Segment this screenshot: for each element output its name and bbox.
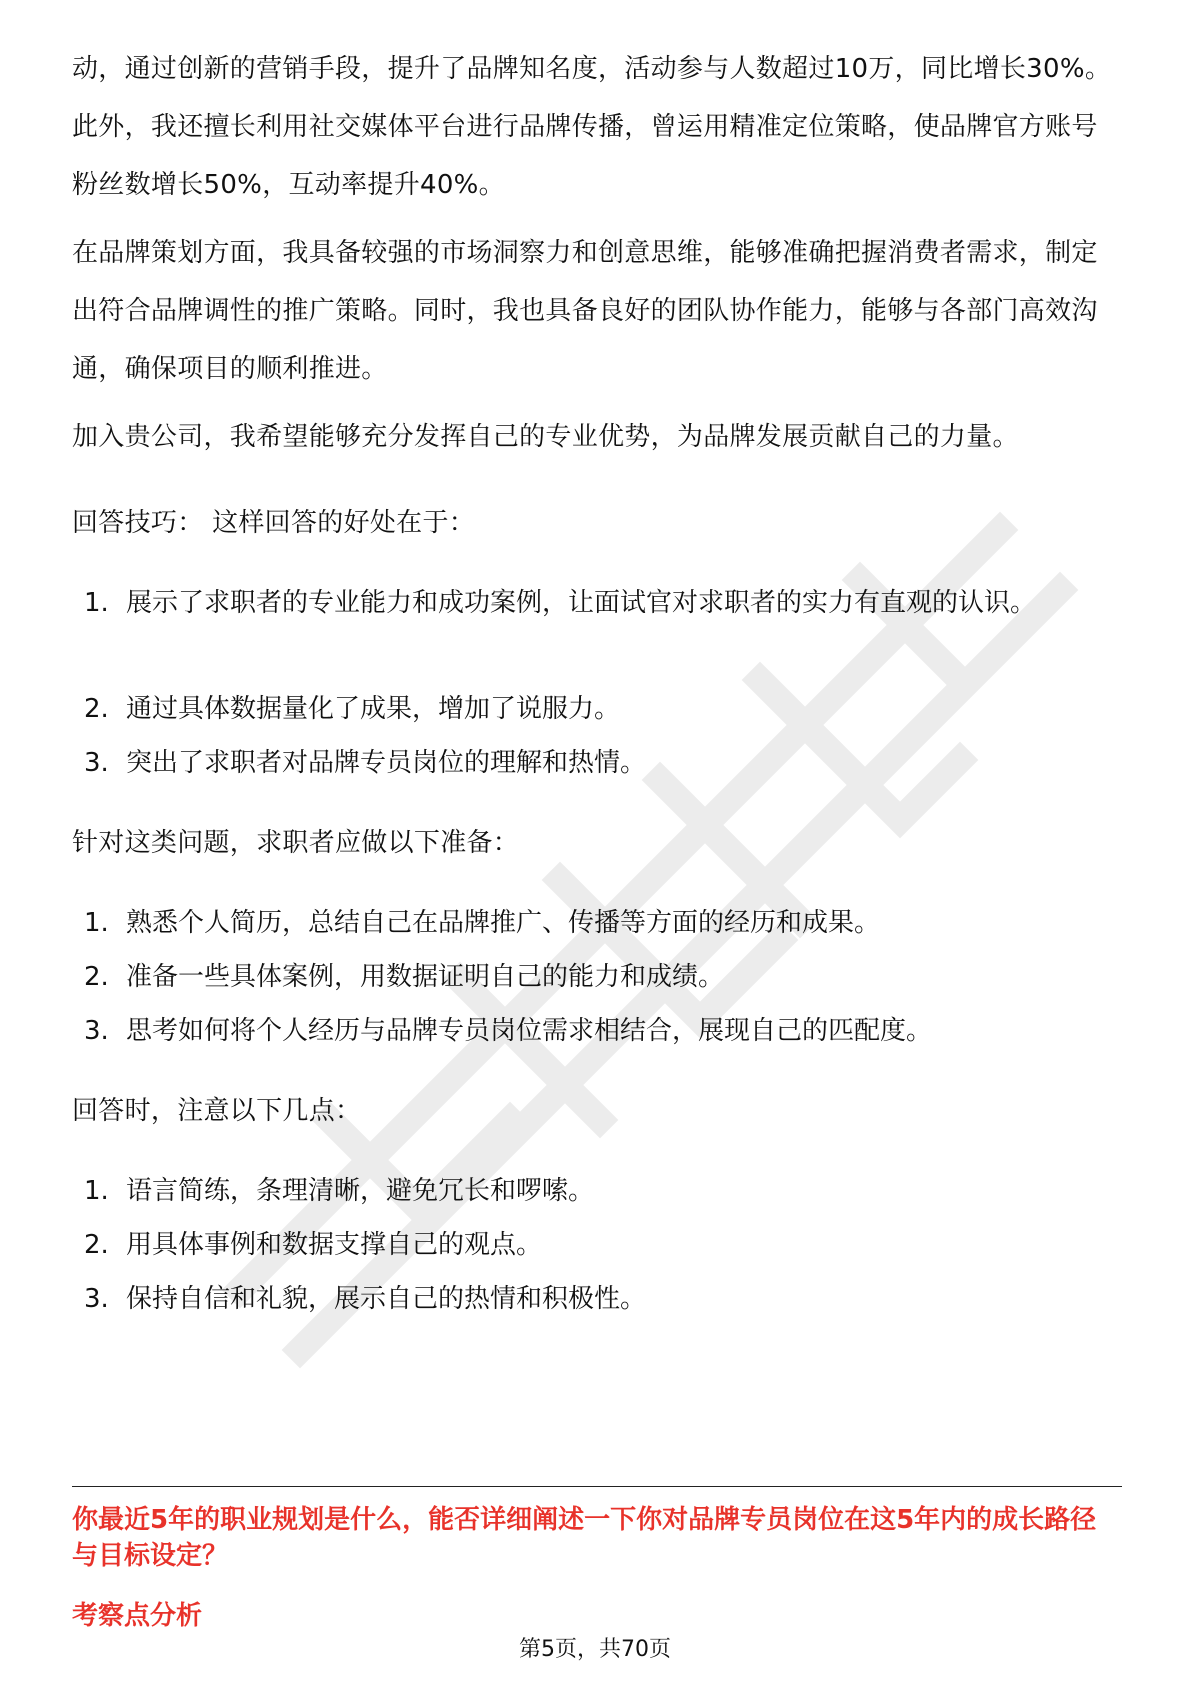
list-item <box>84 1002 1120 1060</box>
analysis-subheading: 考察点分析 <box>72 1601 203 1631</box>
list-item <box>84 894 1120 952</box>
list-item-number: 3. <box>84 1016 109 1046</box>
next-question-title: 你最近5年的职业规划是什么，能否详细阐述一下你对品牌专员岗位在这5年内的成长路径与目标设定？ <box>72 1505 1097 1571</box>
paragraph-intro-continued: 动，通过创新的营销手段，提升了品牌知名度，活动参与人数超过10万，同比增长30%。此外，我还擅长利用社交媒体平台进行品牌传播，曾运用精准定位策略，使品牌官方账号粉丝数增长50%，互动率提升40%。 <box>72 54 1112 200</box>
list-item-number: 3. <box>84 1284 109 1314</box>
list-item-text: 展示了求职者的专业能力和成功案例，让面试官对求职者的实力有直观的认识。 <box>126 588 1037 618</box>
list-item-text: 语言简练，条理清晰，避免冗长和啰嗦。 <box>126 1176 595 1206</box>
list-item-text: 保持自信和礼貌，展示自己的热情和积极性。 <box>126 1284 647 1314</box>
list-item <box>84 734 1120 792</box>
list-item <box>84 1162 1120 1220</box>
list-item <box>84 948 1120 1006</box>
paragraph-brand-planning: 在品牌策划方面，我具备较强的市场洞察力和创意思维，能够准确把握消费者需求，制定出符合品牌调性的推广策略。同时，我也具备良好的团队协作能力，能够与各部门高效沟通，确保项目的顺利推进。 <box>72 238 1098 384</box>
list-item-number: 1. <box>84 908 109 938</box>
paragraph-join-company: 加入贵公司，我希望能够充分发挥自己的专业优势，为品牌发展贡献自己的力量。 <box>72 422 1019 452</box>
list-item-number: 2. <box>84 694 109 724</box>
list-item-text: 用具体事例和数据支撑自己的观点。 <box>126 1230 543 1260</box>
list-item <box>84 1270 1120 1328</box>
list-item-text: 准备一些具体案例，用数据证明自己的能力和成绩。 <box>126 962 725 992</box>
list-item-number: 1. <box>84 588 109 618</box>
list-item-number: 2. <box>84 962 109 992</box>
list-item <box>84 574 1120 632</box>
list-item <box>84 680 1120 738</box>
section-divider <box>72 1486 1122 1487</box>
list-item-text: 通过具体数据量化了成果，增加了说服力。 <box>126 694 621 724</box>
notes-heading: 回答时，注意以下几点： <box>72 1096 362 1126</box>
list-item <box>84 1216 1120 1274</box>
list-item-number: 2. <box>84 1230 109 1260</box>
list-item-number: 1. <box>84 1176 109 1206</box>
list-item-text: 思考如何将个人经历与品牌专员岗位需求相结合，展现自己的匹配度。 <box>126 1016 933 1046</box>
tips-heading: 回答技巧： 这样回答的好处在于： <box>72 508 476 538</box>
page-number: 第5页，共70页 <box>519 1637 671 1662</box>
list-item-text: 熟悉个人简历，总结自己在品牌推广、传播等方面的经历和成果。 <box>126 908 881 938</box>
list-item-number: 3. <box>84 748 109 778</box>
list-item-text: 突出了求职者对品牌专员岗位的理解和热情。 <box>126 748 647 778</box>
prep-heading: 针对这类问题，求职者应做以下准备： <box>72 828 520 858</box>
